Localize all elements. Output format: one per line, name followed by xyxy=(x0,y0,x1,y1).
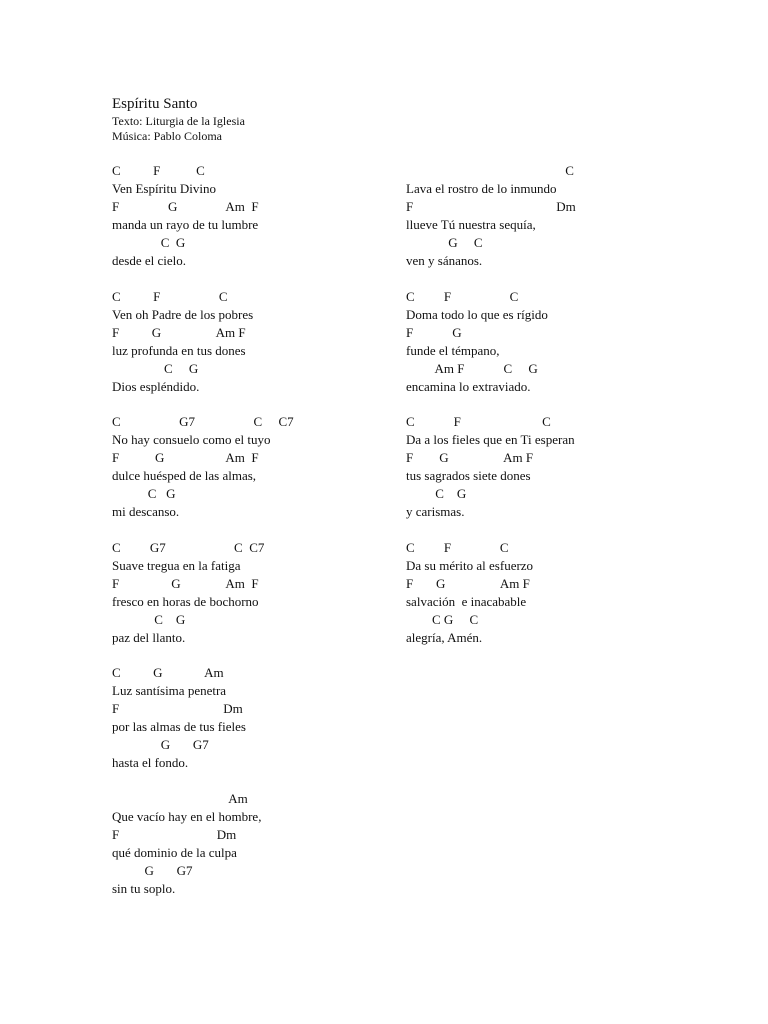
lyric-line: manda un rayo de tu lumbre xyxy=(112,217,259,232)
chord-line: C G xyxy=(112,486,176,501)
lyric-line: qué dominio de la culpa xyxy=(112,844,237,860)
chord-line: F G Am F xyxy=(112,450,259,465)
stanza xyxy=(112,790,402,898)
chord-line: Am F C G xyxy=(406,360,538,376)
left-column xyxy=(112,162,402,915)
lyric-line: salvación e inacabable xyxy=(406,593,527,609)
stanza xyxy=(406,413,746,521)
lyric-line: y carismas. xyxy=(406,504,465,519)
right-column xyxy=(406,162,746,664)
chord-line: C G xyxy=(112,235,186,250)
chord-line: C G xyxy=(112,611,186,627)
lyric-line: Da a los fieles que en Ti esperan xyxy=(406,432,575,447)
chord-line: C F C xyxy=(406,414,551,429)
lyric-line: Dios espléndido. xyxy=(112,378,200,394)
song-title: Espíritu Santo xyxy=(112,96,198,112)
chord-line: C G xyxy=(406,486,467,501)
music-credit: Música: Pablo Coloma xyxy=(112,129,222,143)
chord-line: F G Am F xyxy=(112,324,246,340)
lyric-line: No hay consuelo como el tuyo xyxy=(112,432,271,447)
chord-line: C G7 C C7 xyxy=(112,414,294,429)
lyric-line: Ven oh Padre de los pobres xyxy=(112,306,254,322)
lyric-line: paz del llanto. xyxy=(112,629,186,645)
chord-line: C F C xyxy=(406,539,509,555)
lyric-line: sin tu soplo. xyxy=(112,880,176,896)
lyric-line: fresco en horas de bochorno xyxy=(112,593,259,609)
stanza xyxy=(112,539,402,647)
lyric-line: Luz santísima penetra xyxy=(112,683,227,698)
lyric-line: mi descanso. xyxy=(112,504,180,519)
chord-line: C G C xyxy=(406,611,479,627)
text-credit: Texto: Liturgia de la Iglesia xyxy=(112,114,245,128)
lyric-line: por las almas de tus fieles xyxy=(112,719,246,734)
lyric-line: ven y sánanos. xyxy=(406,253,483,268)
lyric-line: Doma todo lo que es rígido xyxy=(406,306,548,322)
chord-line: F Dm xyxy=(406,199,576,214)
lyric-line: funde el témpano, xyxy=(406,342,500,358)
chord-line: F G Am F xyxy=(112,575,259,591)
lyric-line: hasta el fondo. xyxy=(112,755,189,770)
lyric-line: luz profunda en tus dones xyxy=(112,342,246,358)
lyric-line: Da su mérito al esfuerzo xyxy=(406,557,534,573)
chord-line: C G Am xyxy=(112,665,224,680)
chord-line: F G xyxy=(406,324,462,340)
chord-line: F G Am F xyxy=(406,450,534,465)
lyric-line: tus sagrados siete dones xyxy=(406,468,531,483)
chord-line: C G xyxy=(112,360,199,376)
chord-line: Am xyxy=(112,790,248,806)
lyric-line: Ven Espíritu Divino xyxy=(112,181,216,196)
stanza xyxy=(112,664,402,772)
lyric-line: llueve Tú nuestra sequía, xyxy=(406,217,536,232)
chord-line: C F C xyxy=(406,288,519,304)
lyric-line: encamina lo extraviado. xyxy=(406,378,531,394)
lyric-line: alegría, Amén. xyxy=(406,629,483,645)
chord-line: C xyxy=(406,163,574,178)
chord-line: G G7 xyxy=(112,737,209,752)
lyric-line: Suave tregua en la fatiga xyxy=(112,557,241,573)
lyric-line: Lava el rostro de lo inmundo xyxy=(406,181,557,196)
lyric-line: desde el cielo. xyxy=(112,253,186,268)
chord-line: C G7 C C7 xyxy=(112,539,265,555)
stanza xyxy=(406,539,746,647)
chord-line: G G7 xyxy=(112,862,193,878)
chord-line: F Dm xyxy=(112,826,237,842)
stanza xyxy=(112,288,402,396)
chord-line: C F C xyxy=(112,288,228,304)
stanza xyxy=(406,288,746,396)
lyric-line: Que vacío hay en el hombre, xyxy=(112,808,262,824)
chord-line: F Dm xyxy=(112,701,243,716)
chord-line: F G Am F xyxy=(406,575,530,591)
stanza xyxy=(112,413,402,521)
stanza xyxy=(112,162,402,270)
chord-line: G C xyxy=(406,235,483,250)
stanza xyxy=(406,162,746,270)
chord-line: C F C xyxy=(112,163,205,178)
chord-line: F G Am F xyxy=(112,199,259,214)
lyric-line: dulce huésped de las almas, xyxy=(112,468,257,483)
